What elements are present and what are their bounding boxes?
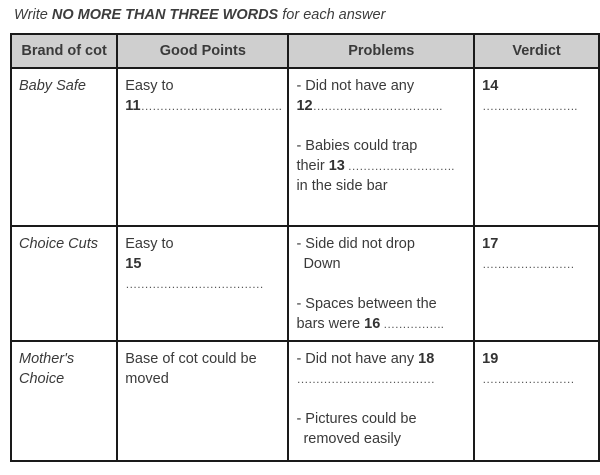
- problem-text: in the side bar: [296, 178, 388, 194]
- table-row: [11, 341, 599, 461]
- problem-text: bars were: [296, 316, 365, 332]
- answer-blank-13[interactable]: ……………………….: [344, 159, 454, 173]
- header-verdict: Verdict: [474, 34, 599, 68]
- problem-text: their: [296, 158, 329, 174]
- problem-text: - Babies could trap: [296, 138, 418, 154]
- answer-blank-18[interactable]: ………………………………: [296, 372, 435, 386]
- brand-name: Mother's Choice: [19, 351, 75, 387]
- header-problems: Problems: [288, 34, 474, 68]
- answer-blank-17[interactable]: ……………………: [482, 257, 575, 271]
- problem-text: - Did not have any: [296, 351, 419, 367]
- problem-text: removed easily: [303, 431, 401, 447]
- instruction-emphasis: NO MORE THAN THREE WORDS: [51, 7, 279, 23]
- problem-text: - Did not have any: [296, 78, 415, 94]
- problems-cell: [288, 226, 474, 341]
- problems-cell: [288, 341, 474, 461]
- good-point-text: Easy to: [125, 236, 174, 252]
- verdict-cell: [474, 226, 599, 341]
- header-good-points: Good Points: [117, 34, 288, 68]
- cot-comparison-table: [10, 33, 600, 462]
- answer-blank-11[interactable]: ……………………………….: [140, 99, 282, 113]
- table-row: [11, 226, 599, 341]
- question-number: 19: [482, 351, 499, 367]
- instruction-text: [14, 7, 385, 23]
- answer-blank-16[interactable]: …………….: [380, 317, 444, 331]
- header-brand: Brand of cot: [11, 34, 117, 68]
- good-point-text: Base of cot could be: [125, 351, 257, 367]
- good-points-cell: [117, 226, 288, 341]
- answer-blank-15[interactable]: ………………………………: [125, 277, 264, 291]
- question-number: 14: [482, 78, 499, 94]
- problem-text: - Side did not drop: [296, 236, 415, 252]
- answer-blank-12[interactable]: …………………………….: [312, 99, 442, 113]
- question-number: 17: [482, 236, 499, 252]
- instruction-prefix: Write: [14, 7, 52, 23]
- instruction-suffix: for each answer: [278, 7, 386, 23]
- good-points-cell: [117, 68, 288, 226]
- brand-cell: [11, 68, 117, 226]
- table-header-row: [11, 34, 599, 68]
- question-number: 13: [328, 158, 345, 174]
- verdict-cell: [474, 341, 599, 461]
- question-number: 12: [296, 98, 313, 114]
- problem-text: Down: [303, 256, 341, 272]
- brand-name: Baby Safe: [19, 78, 86, 94]
- good-point-text: Easy to: [125, 78, 174, 94]
- brand-cell: [11, 226, 117, 341]
- table-row: [11, 68, 599, 226]
- answer-blank-19[interactable]: ……………………: [482, 372, 575, 386]
- brand-cell: [11, 341, 117, 461]
- problem-text: - Spaces between the: [296, 296, 437, 312]
- verdict-cell: [474, 68, 599, 226]
- question-number: 15: [125, 256, 142, 272]
- brand-name: Choice Cuts: [19, 236, 98, 252]
- good-points-cell: [117, 341, 288, 461]
- problem-text: - Pictures could be: [296, 411, 417, 427]
- problems-cell: [288, 68, 474, 226]
- question-number: 11: [125, 98, 141, 114]
- good-point-text: moved: [125, 371, 169, 387]
- question-number: 16: [364, 316, 381, 332]
- question-number: 18: [418, 351, 435, 367]
- answer-blank-14[interactable]: …………………….: [482, 99, 577, 113]
